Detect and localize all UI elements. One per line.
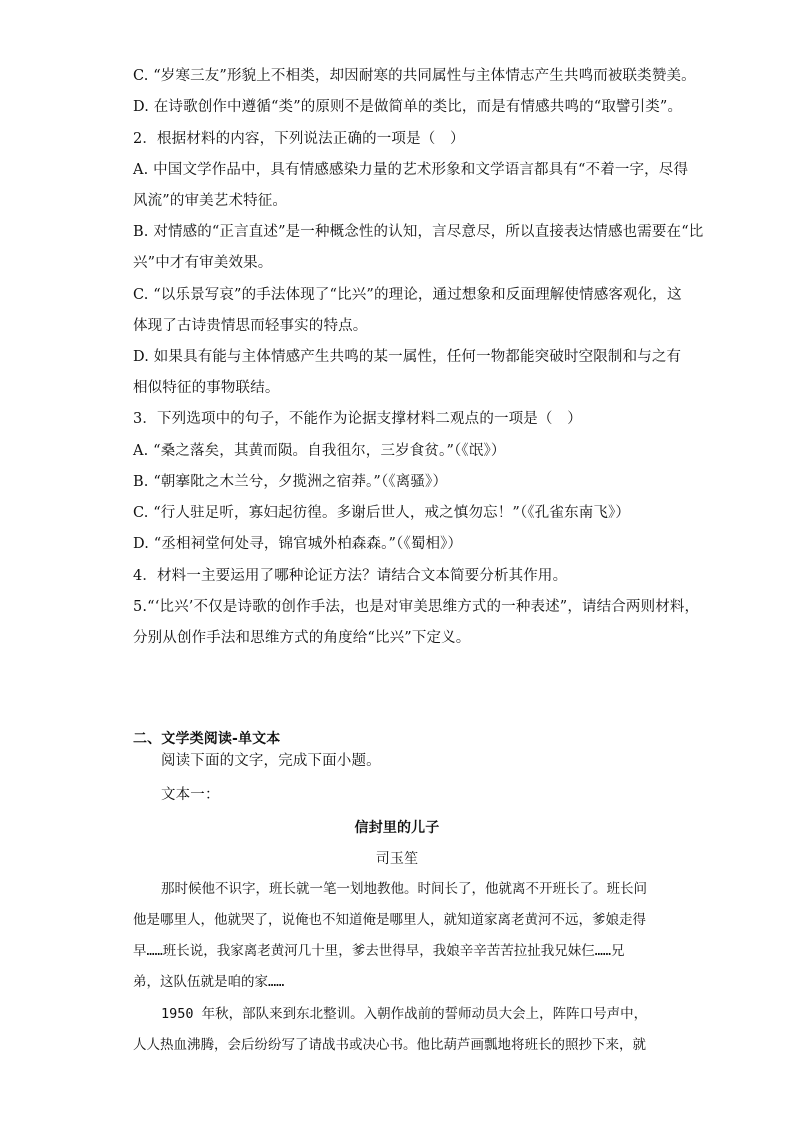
option-c-q3: C. “行人驻足听，寡妇起彷徨。多谢后世人，戒之慎勿忘！”（《孔雀东南飞》） — [133, 505, 631, 521]
option-c-q2-line1: C. “以乐景写哀”的手法体现了“比兴”的理论，通过想象和反面理解使情感客观化，这 — [133, 287, 682, 303]
story-paragraph-2-line1: 1950 年秋，部队来到东北整训。入朝作战前的誓师动员大会上，阵阵口号声中， — [161, 1006, 648, 1022]
question-2: 2．根据材料的内容，下列说法正确的一项是（ ） — [133, 131, 465, 147]
question-4: 4．材料一主要运用了哪种论证方法？请结合文本简要分析其作用。 — [133, 568, 568, 584]
option-a-q3: A. “桑之落矣，其黄而陨。自我徂尔，三岁食贫。”（《氓》） — [133, 443, 506, 459]
option-b-q2-line1: B. 对情感的“正言直述”是一种概念性的认知，言尽意尽，所以直接表达情感也需要在“比 — [133, 224, 704, 240]
option-b-q3: B. “朝搴阰之木兰兮，夕揽洲之宿莽。”（《离骚》） — [133, 474, 448, 490]
story-paragraph-2-line2: 人人热血沸腾，会后纷纷写了请战书或决心书。他比葫芦画瓢地将班长的照抄下来，就 — [133, 1037, 646, 1053]
option-d-q1: D. 在诗歌创作中遵循“类”的原则不是做简单的类比，而是有情感共鸣的“取譬引类”。 — [133, 99, 683, 115]
section-instruction: 阅读下面的文字，完成下面小题。 — [161, 753, 381, 769]
option-b-q2-line2: 兴”中才有审美效果。 — [133, 255, 273, 271]
option-a-q2-line2: 风流”的审美艺术特征。 — [133, 193, 288, 209]
section-heading: 二、文学类阅读-单文本 — [133, 731, 281, 747]
story-paragraph-1-line1: 那时候他不识字，班长就一笔一划地教他。时间长了，他就离不开班长了。班长问 — [161, 881, 647, 897]
question-5-line1: 5.“‘比兴’不仅是诗歌的创作手法，也是对审美思维方式的一种表述”，请结合两则材料， — [133, 599, 700, 615]
option-d-q3: D. “丞相祠堂何处寻，锦官城外柏森森。”（《蜀相》） — [133, 536, 463, 552]
story-paragraph-1-line4: 弟，这队伍就是咱的家…… — [133, 974, 285, 990]
story-title: 信封里的儿子 — [354, 820, 440, 836]
story-paragraph-1-line3: 早……班长说，我家离老黄河几十里，爹去世得早，我娘辛辛苦苦拉扯我兄妹仨……兄 — [133, 943, 625, 959]
question-5-line2: 分别从创作手法和思维方式的角度给“比兴”下定义。 — [133, 630, 471, 646]
text-label: 文本一： — [161, 787, 220, 803]
story-paragraph-1-line2: 他是哪里人，他就哭了，说俺也不知道俺是哪里人，就知道家离老黄河不远，爹娘走得 — [133, 912, 646, 928]
option-d-q2-line1: D. 如果具有能与主体情感产生共鸣的某一属性，任何一物都能突破时空限制和与之有 — [133, 349, 682, 365]
option-c-q1: C. “岁寒三友”形貌上不相类，却因耐寒的共同属性与主体情志产生共鸣而被联类赞美。 — [133, 68, 696, 84]
option-d-q2-line2: 相似特征的事物联结。 — [133, 380, 280, 396]
question-3: 3．下列选项中的句子，不能作为论据支撑材料二观点的一项是（ ） — [133, 411, 582, 427]
option-a-q2-line1: A. 中国文学作品中，具有情感感染力量的艺术形象和文学语言都具有“不着一字，尽得 — [133, 162, 689, 178]
option-c-q2-line2: 体现了古诗贵情思而轻事实的特点。 — [133, 318, 368, 334]
story-author: 司玉笙 — [375, 851, 419, 867]
